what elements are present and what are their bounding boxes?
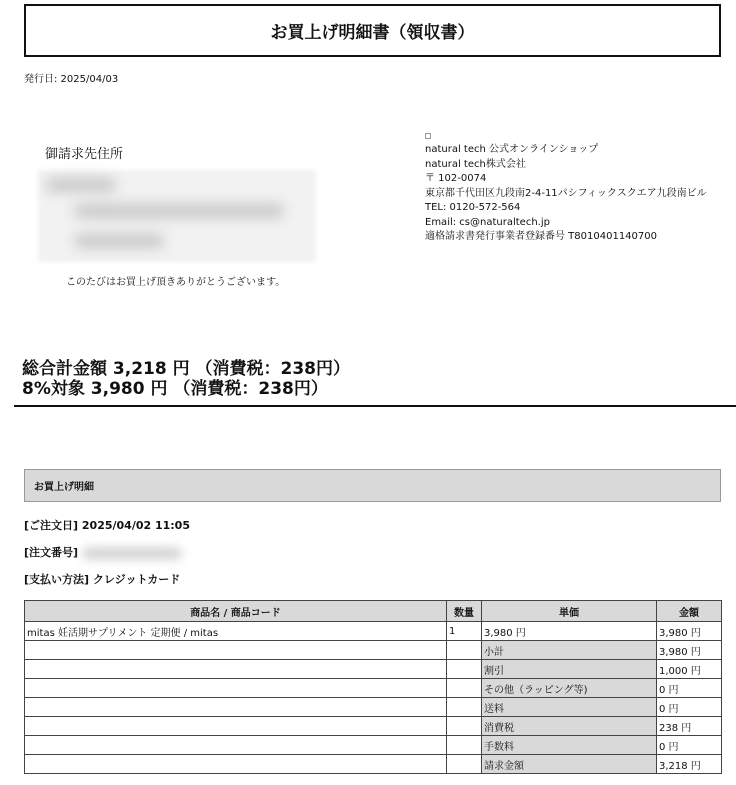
summary-row [25, 641, 722, 660]
items-table [24, 600, 722, 774]
order-number-label: [注文番号] [24, 546, 79, 559]
payment-method: [支払い方法] クレジットカード [24, 573, 181, 586]
item-qty: 1 [447, 622, 482, 641]
tax8-total: 8%対象 3,980 円 （消費税：238円） [22, 379, 328, 399]
thanks-message: このたびはお買上げ頂きありがとうございます。 [66, 277, 286, 288]
issuer-block [425, 143, 715, 245]
issuer-line: TEL: 0120-572-564 [425, 202, 521, 213]
issuer-line: natural tech株式会社 [425, 158, 526, 170]
summary-label: 割引 [482, 660, 657, 679]
table-row [25, 622, 722, 641]
summary-label: その他（ラッピング等) [482, 679, 657, 698]
summary-label: 送料 [482, 698, 657, 717]
summary-label: 手数料 [482, 736, 657, 755]
table-header-row [25, 601, 722, 622]
header-quantity: 数量 [447, 601, 482, 622]
summary-value: 0 円 [657, 736, 722, 755]
summary-label: 請求金額 [482, 755, 657, 774]
order-date: [ご注文日] 2025/04/02 11:05 [24, 519, 190, 532]
summary-value: 3,980 円 [657, 641, 722, 660]
summary-value: 238 円 [657, 717, 722, 736]
issue-date: 発行日: 2025/04/03 [24, 74, 119, 85]
issuer-line: natural tech 公式オンラインショップ [425, 144, 599, 155]
redacted-order-number [82, 548, 182, 559]
summary-row [25, 755, 722, 774]
issuer-line: 適格請求書発行事業者登録番号 T8010401140700 [425, 231, 657, 242]
billing-address-label: 御請求先住所 [45, 147, 124, 162]
order-number [24, 544, 182, 560]
divider [14, 405, 736, 407]
issuer-line: 〒 102-0074 [425, 173, 487, 184]
summary-row [25, 660, 722, 679]
redacted-billing-address [38, 170, 316, 262]
summary-label: 消費税 [482, 717, 657, 736]
summary-row [25, 736, 722, 755]
document-title: お買上げ明細書（領収書） [24, 4, 721, 57]
logo-placeholder [425, 133, 431, 139]
summary-row [25, 717, 722, 736]
item-amount: 3,980 円 [657, 622, 722, 641]
issuer-line: 東京都千代田区九段南2-4-11パシフィックスクエア九段南ビル [425, 187, 707, 199]
header-unit-price: 単価 [482, 601, 657, 622]
summary-value: 0 円 [657, 698, 722, 717]
summary-row [25, 698, 722, 717]
item-price: 3,980 円 [482, 622, 657, 641]
details-header: お買上げ明細 [24, 469, 721, 502]
item-name: mitas 妊活期サプリメント 定期便 / mitas [25, 622, 447, 641]
summary-value: 1,000 円 [657, 660, 722, 679]
summary-row [25, 679, 722, 698]
summary-value: 0 円 [657, 679, 722, 698]
issuer-email: Email: cs@naturaltech.jp [425, 216, 550, 228]
summary-label: 小計 [482, 641, 657, 660]
header-amount: 金額 [657, 601, 722, 622]
grand-total: 総合計金額 3,218 円 （消費税：238円） [22, 359, 351, 379]
summary-value: 3,218 円 [657, 755, 722, 774]
header-product: 商品名 / 商品コード [25, 601, 447, 622]
